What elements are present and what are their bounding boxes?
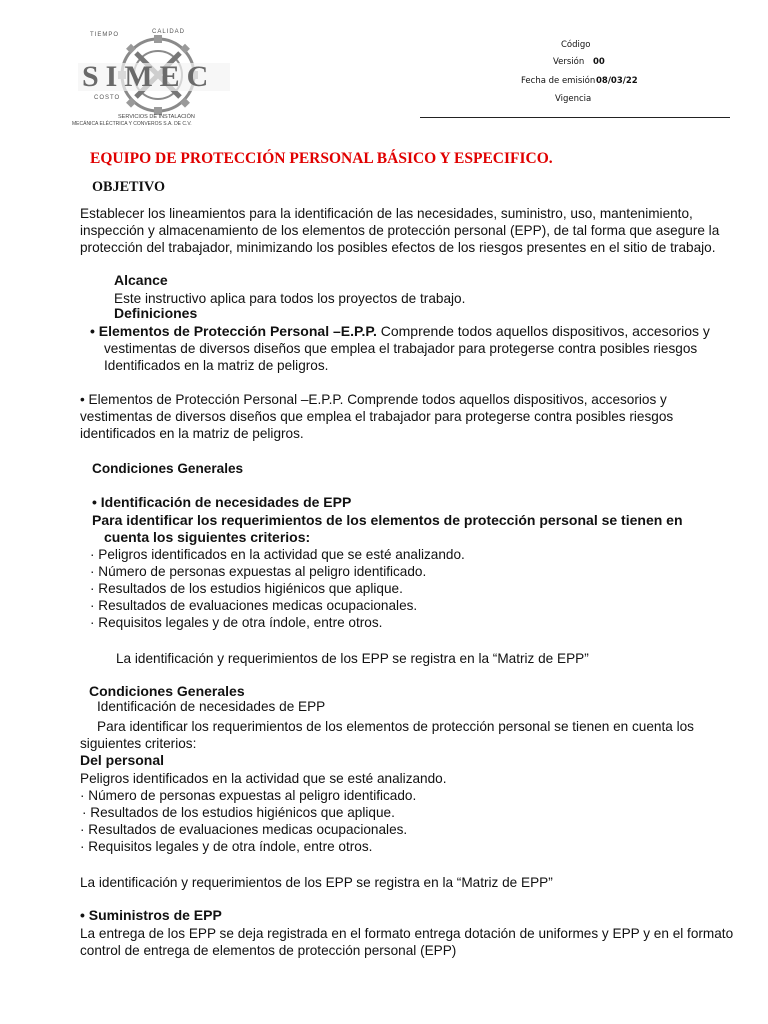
registro-matriz-2: La identificación y requerimientos de los EPP se registra en la “Matriz de EPP” [80,875,553,890]
alcance-text: Este instructivo aplica para todos los proyectos de trabajo. [114,291,466,306]
registro-matriz-1: La identificación y requerimientos de los EPP se registra en la “Matriz de EPP” [116,651,589,666]
identificacion-para-line-1: Para identificar los requerimientos de los elementos de protección personal se tienen en [92,512,683,528]
definicion-2-line-2: vestimentas de diversos diseños que emplea el trabajador para protegerse contra posibles riesgos [80,409,674,424]
del-personal-heading: Del personal [80,752,165,768]
version-value: 00 [593,57,605,67]
objetivo-line-3: protección del trabajador, minimizando los posibles efectos de los riesgos presentes en el sitio de trabajo. [80,240,716,255]
condiciones-generales-heading-1: Condiciones Generales [92,461,244,476]
definicion-1-text: Comprende todos aquellos dispositivos, accesorios y [376,323,710,339]
criterio-3: · Resultados de los estudios higiénicos que aplique. [90,581,403,596]
suministros-line-2: control de entrega de elementos de protección personal (EPP) [80,943,457,958]
objetivo-heading: OBJETIVO [92,179,166,195]
alcance-heading: Alcance [114,272,168,288]
criterio2-1: Peligros identificados en la actividad que se esté analizando. [80,771,447,786]
definicion-1-line-1 [90,323,710,340]
logo-subtitle-2: MECÁNICA ELÉCTRICA Y CONVEROS S.A. DE C.V. [72,121,192,127]
document-title: EQUIPO DE PROTECCIÓN PERSONAL BÁSICO Y ESPECIFICO. [90,150,553,167]
fecha-emision-value: 08/03/22 [596,76,638,86]
definicion-2-line-1: • Elementos de Protección Personal –E.P.P. Comprende todos aquellos dispositivos, accesorios y [80,392,667,407]
objetivo-line-2: inspección y almacenamiento de los elementos de protección personal (EPP), de tal forma que asegure la [80,223,720,238]
condiciones-2-line-1: Identificación de necesidades de EPP [97,699,326,714]
logo-name: SIMEC [82,60,216,93]
header-divider [420,117,730,118]
fecha-emision-label: Fecha de emisión [521,76,596,86]
vigencia-label: Vigencia [555,94,592,104]
definicion-1-term: • Elementos de Protección Personal –E.P.P. [90,323,377,339]
suministros-line-1: La entrega de los EPP se deja registrada en el formato entrega dotación de uniformes y EPP y en el formato [80,926,734,941]
definicion-1-line-3: Identificados en la matriz de peligros. [104,358,329,373]
definicion-1-line-2: vestimentas de diversos diseños que emplea el trabajador para protegerse contra posibles riesgos [104,341,698,356]
criterio2-5: · Requisitos legales y de otra índole, entre otros. [80,839,373,854]
criterio-2: · Número de personas expuestas al peligro identificado. [90,564,427,579]
suministros-heading: • Suministros de EPP [80,907,222,923]
objetivo-line-1: Establecer los lineamientos para la identificación de las necesidades, suministro, uso, mantenimiento, [80,206,693,221]
codigo-label: Código [561,40,591,50]
condiciones-2-line-3: siguientes criterios: [80,736,197,751]
criterio2-4: · Resultados de evaluaciones medicas ocupacionales. [80,822,408,837]
definicion-2-line-3: identificados en la matriz de peligros. [80,426,304,441]
version-label: Versión [553,57,585,67]
company-logo [70,29,240,130]
condiciones-generales-heading-2: Condiciones Generales [89,683,245,699]
criterio-4: · Resultados de evaluaciones medicas ocupacionales. [90,598,418,613]
criterio2-3: · Resultados de los estudios higiénicos que aplique. [82,805,395,820]
condiciones-2-line-2: Para identificar los requerimientos de los elementos de protección personal se tienen en cuenta los [97,719,694,734]
logo-subtitle-1: SERVICIOS DE INSTALACIÓN [118,114,195,120]
criterio-5: · Requisitos legales y de otra índole, entre otros. [90,615,383,630]
criterio2-2: · Número de personas expuestas al peligro identificado. [80,788,417,803]
logo-top-right-text: CALIDAD [152,29,186,35]
criterio-1: · Peligros identificados en la actividad que se esté analizando. [90,547,465,562]
logo-top-left-text: TIEMPO [90,32,120,38]
logo-bottom-text: COSTO [94,95,121,101]
identificacion-heading: • Identificación de necesidades de EPP [92,494,352,510]
definiciones-heading: Definiciones [114,305,198,321]
identificacion-para-line-2: cuenta los siguientes criterios: [104,529,311,545]
